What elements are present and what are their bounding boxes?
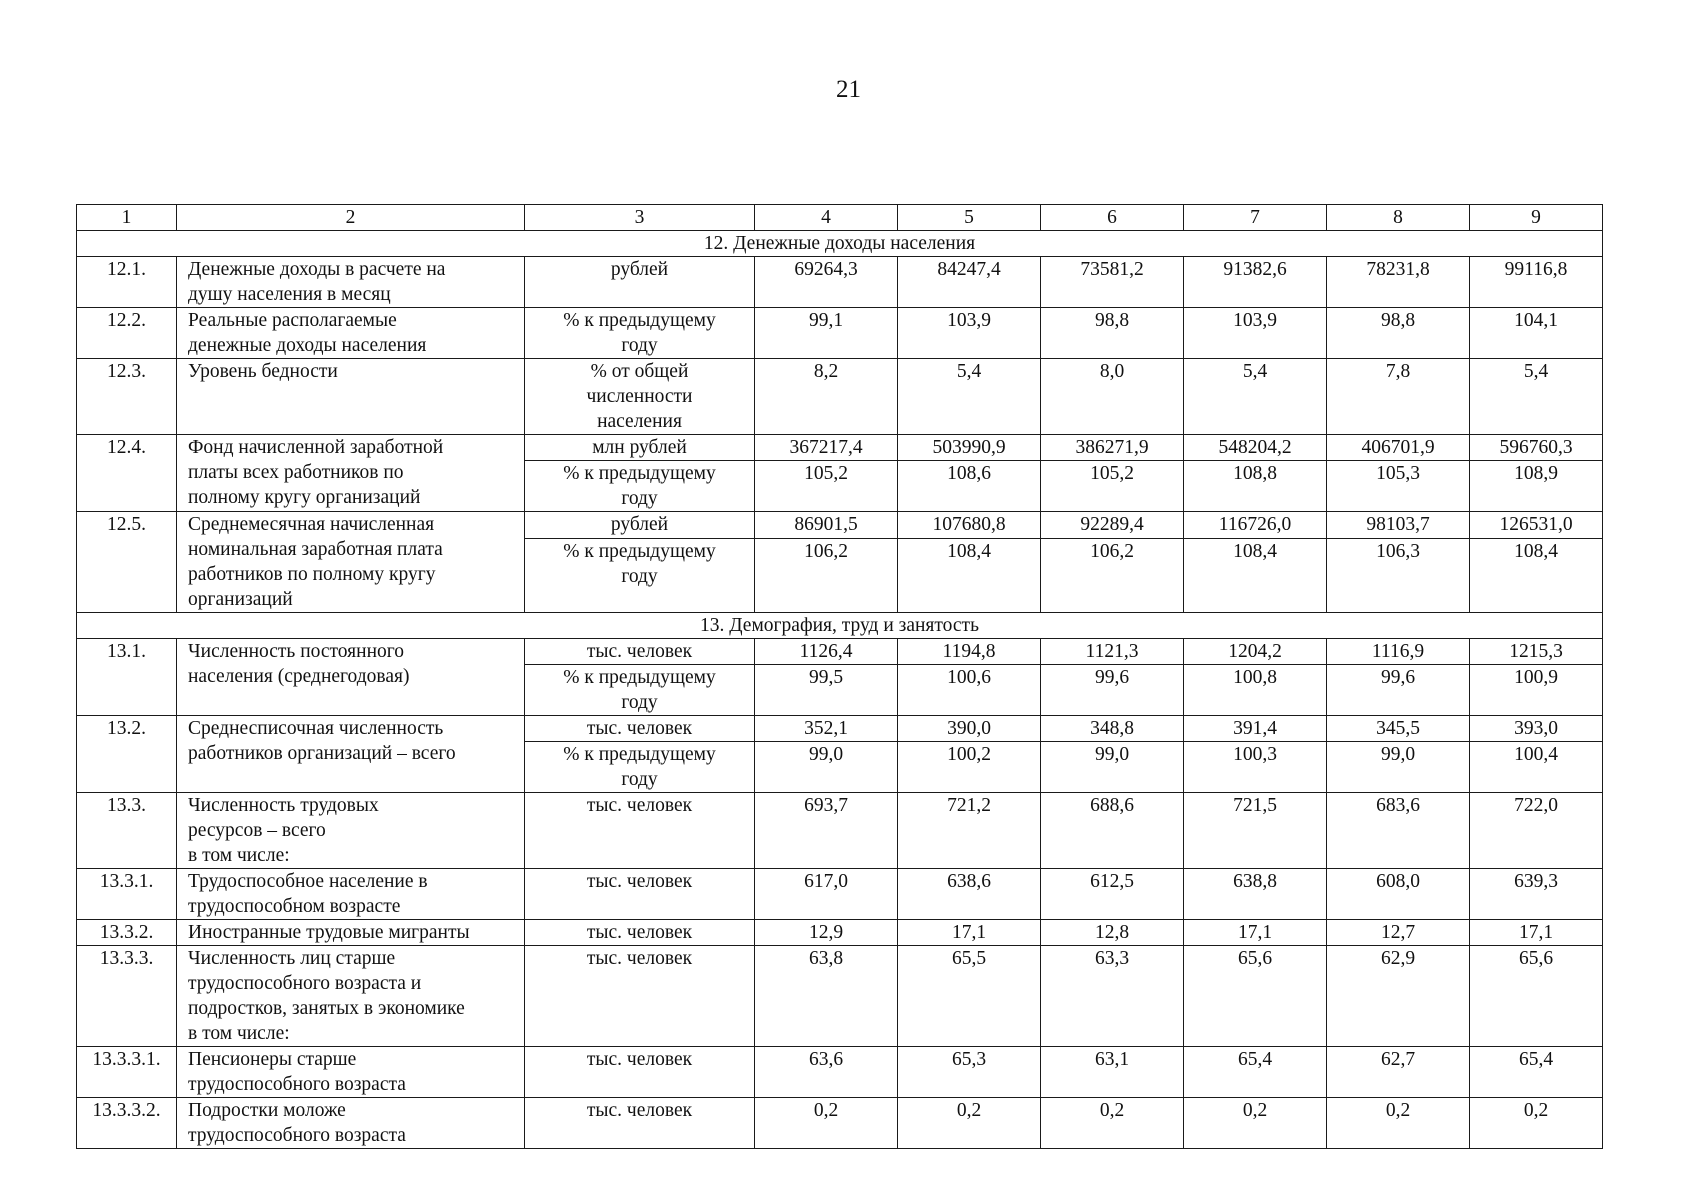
header-cell-5: 5 — [898, 205, 1041, 231]
row-unit — [525, 359, 755, 435]
cell-line: % к предыдущему — [563, 541, 716, 563]
row-name — [177, 716, 525, 793]
row-value-col8: 106,3 — [1327, 539, 1470, 613]
row-code: 13.2. — [77, 716, 177, 793]
row-value-col7: 108,8 — [1184, 461, 1327, 512]
row-value-col6: 98,8 — [1041, 308, 1184, 359]
row-value-col5: 108,4 — [898, 539, 1041, 613]
row-value-col9: 100,9 — [1470, 665, 1603, 716]
table-row — [77, 793, 1603, 869]
row-unit — [525, 1098, 755, 1149]
row-value-col8: 98,8 — [1327, 308, 1470, 359]
row-value-col8: 98103,7 — [1327, 512, 1470, 539]
row-value-col4: 86901,5 — [755, 512, 898, 539]
cell-line: в том числе: — [188, 1023, 290, 1044]
page-number: 21 — [836, 76, 861, 103]
row-value-col7: 0,2 — [1184, 1098, 1327, 1149]
cell-line: Трудоспособное население в — [188, 871, 428, 892]
row-value-col5: 65,5 — [898, 946, 1041, 1047]
cell-line: % к предыдущему — [563, 310, 716, 331]
row-value-col9: 65,6 — [1470, 946, 1603, 1047]
row-code: 13.3.1. — [77, 869, 177, 920]
row-code: 12.3. — [77, 359, 177, 435]
row-value-col5: 0,2 — [898, 1098, 1041, 1149]
row-value-col8: 7,8 — [1327, 359, 1470, 435]
cell-line: году — [621, 769, 658, 790]
row-value-col7: 721,5 — [1184, 793, 1327, 869]
row-unit — [525, 512, 755, 539]
header-cell-1: 1 — [77, 205, 177, 231]
row-value-col9: 104,1 — [1470, 308, 1603, 359]
row-code: 13.3. — [77, 793, 177, 869]
row-code: 13.1. — [77, 639, 177, 716]
cell-line: Численность постоянного — [188, 641, 405, 662]
row-value-col5: 100,2 — [898, 742, 1041, 793]
cell-line: полному кругу организаций — [188, 487, 421, 508]
row-unit — [525, 793, 755, 869]
cell-line: % к предыдущему — [563, 744, 716, 765]
row-value-col9: 17,1 — [1470, 920, 1603, 946]
row-value-col4: 106,2 — [755, 539, 898, 613]
row-value-col6: 348,8 — [1041, 716, 1184, 742]
cell-line: денежные доходы населения — [188, 335, 427, 356]
row-value-col4: 69264,3 — [755, 257, 898, 308]
row-value-col8: 99,0 — [1327, 742, 1470, 793]
row-value-col7: 17,1 — [1184, 920, 1327, 946]
row-value-col5: 638,6 — [898, 869, 1041, 920]
row-value-col5: 84247,4 — [898, 257, 1041, 308]
row-value-col8: 683,6 — [1327, 793, 1470, 869]
row-name — [177, 257, 525, 308]
cell-line: подростков, занятых в экономике — [188, 998, 465, 1019]
table-row — [77, 869, 1603, 920]
header-cell-7: 7 — [1184, 205, 1327, 231]
table-row — [77, 716, 1603, 742]
row-value-col7: 116726,0 — [1184, 512, 1327, 539]
row-name — [177, 435, 525, 512]
section-title: 12. Денежные доходы населения — [77, 231, 1603, 257]
header-cell-2: 2 — [177, 205, 525, 231]
row-value-col4: 99,0 — [755, 742, 898, 793]
cell-line: Среднемесячная начисленная — [188, 514, 435, 535]
row-value-col7: 108,4 — [1184, 539, 1327, 613]
cell-line: тыс. человек — [586, 1100, 693, 1121]
row-value-col9: 0,2 — [1470, 1098, 1603, 1149]
row-value-col7: 1204,2 — [1184, 639, 1327, 665]
section-row — [77, 613, 1603, 639]
row-value-col6: 12,8 — [1041, 920, 1184, 946]
cell-line: тыс. человек — [586, 795, 693, 816]
row-code: 12.2. — [77, 308, 177, 359]
row-value-col7: 65,4 — [1184, 1047, 1327, 1098]
cell-line: году — [621, 488, 658, 509]
row-value-col9: 99116,8 — [1470, 257, 1603, 308]
row-value-col4: 63,6 — [755, 1047, 898, 1098]
cell-line: Реальные располагаемые — [188, 310, 397, 331]
cell-line: году — [621, 335, 658, 356]
cell-line: Денежные доходы в расчете на — [188, 259, 446, 280]
table-row — [77, 639, 1603, 665]
row-name — [177, 793, 525, 869]
row-value-col5: 17,1 — [898, 920, 1041, 946]
row-value-col7: 548204,2 — [1184, 435, 1327, 461]
row-unit — [525, 742, 755, 793]
row-value-col5: 103,9 — [898, 308, 1041, 359]
row-value-col9: 108,4 — [1470, 539, 1603, 613]
row-unit — [525, 869, 755, 920]
table-body — [77, 205, 1603, 1149]
table-row — [77, 435, 1603, 461]
cell-line: работников организаций – всего — [188, 743, 456, 764]
cell-line: численности — [586, 386, 693, 407]
row-code: 13.3.3.2. — [77, 1098, 177, 1149]
row-code: 13.3.3.1. — [77, 1047, 177, 1098]
row-value-col7: 100,3 — [1184, 742, 1327, 793]
row-value-col6: 105,2 — [1041, 461, 1184, 512]
row-value-col5: 1194,8 — [898, 639, 1041, 665]
row-value-col8: 62,9 — [1327, 946, 1470, 1047]
row-value-col9: 100,4 — [1470, 742, 1603, 793]
cell-line: году — [621, 692, 658, 713]
row-value-col9: 393,0 — [1470, 716, 1603, 742]
row-value-col9: 722,0 — [1470, 793, 1603, 869]
row-value-col6: 92289,4 — [1041, 512, 1184, 539]
row-value-col6: 99,6 — [1041, 665, 1184, 716]
row-code: 12.4. — [77, 435, 177, 512]
row-name — [177, 920, 525, 946]
row-value-col5: 107680,8 — [898, 512, 1041, 539]
row-value-col9: 108,9 — [1470, 461, 1603, 512]
header-row — [77, 205, 1603, 231]
section-row — [77, 231, 1603, 257]
row-value-col5: 100,6 — [898, 665, 1041, 716]
row-value-col8: 99,6 — [1327, 665, 1470, 716]
cell-line: номинальная заработная плата — [188, 539, 443, 560]
row-name — [177, 512, 525, 613]
row-value-col4: 0,2 — [755, 1098, 898, 1149]
row-name — [177, 1098, 525, 1149]
row-name — [177, 1047, 525, 1098]
row-value-col8: 12,7 — [1327, 920, 1470, 946]
row-code: 13.3.2. — [77, 920, 177, 946]
cell-line: тыс. человек — [586, 871, 693, 892]
row-code: 12.5. — [77, 512, 177, 613]
row-value-col8: 1116,9 — [1327, 639, 1470, 665]
row-value-col6: 63,1 — [1041, 1047, 1184, 1098]
row-unit — [525, 308, 755, 359]
row-value-col5: 721,2 — [898, 793, 1041, 869]
cell-line: трудоспособного возраста — [188, 1125, 406, 1146]
indicator-table-wrapper — [76, 204, 1603, 1149]
row-value-col6: 99,0 — [1041, 742, 1184, 793]
row-value-col9: 5,4 — [1470, 359, 1603, 435]
row-value-col7: 103,9 — [1184, 308, 1327, 359]
cell-line: трудоспособном возрасте — [188, 896, 401, 917]
cell-line: Пенсионеры старше — [188, 1049, 357, 1070]
row-value-col8: 406701,9 — [1327, 435, 1470, 461]
row-name — [177, 308, 525, 359]
row-value-col4: 12,9 — [755, 920, 898, 946]
cell-line: трудоспособного возраста — [188, 1074, 406, 1095]
cell-line: тыс. человек — [586, 948, 693, 969]
cell-line: Численность лиц старше — [188, 948, 396, 969]
row-value-col4: 693,7 — [755, 793, 898, 869]
cell-line: работников по полному кругу — [188, 564, 436, 585]
table-row — [77, 920, 1603, 946]
cell-line: рублей — [610, 259, 669, 280]
row-name — [177, 359, 525, 435]
row-name — [177, 869, 525, 920]
header-cell-9: 9 — [1470, 205, 1603, 231]
row-unit — [525, 435, 755, 461]
row-value-col7: 391,4 — [1184, 716, 1327, 742]
row-unit — [525, 665, 755, 716]
row-value-col7: 638,8 — [1184, 869, 1327, 920]
row-value-col9: 596760,3 — [1470, 435, 1603, 461]
row-code: 13.3.3. — [77, 946, 177, 1047]
header-cell-8: 8 — [1327, 205, 1470, 231]
cell-line: млн рублей — [592, 437, 687, 458]
row-value-col4: 63,8 — [755, 946, 898, 1047]
cell-line: рублей — [610, 514, 669, 535]
row-value-col5: 65,3 — [898, 1047, 1041, 1098]
cell-line: в том числе: — [188, 845, 290, 866]
row-value-col4: 99,1 — [755, 308, 898, 359]
row-name — [177, 639, 525, 716]
row-value-col5: 5,4 — [898, 359, 1041, 435]
row-value-col8: 105,3 — [1327, 461, 1470, 512]
cell-line: тыс. человек — [586, 641, 693, 662]
row-unit — [525, 639, 755, 665]
row-value-col7: 91382,6 — [1184, 257, 1327, 308]
row-value-col9: 1215,3 — [1470, 639, 1603, 665]
cell-line: трудоспособного возраста и — [188, 973, 422, 994]
row-value-col8: 78231,8 — [1327, 257, 1470, 308]
row-code: 12.1. — [77, 257, 177, 308]
row-value-col7: 5,4 — [1184, 359, 1327, 435]
cell-line: населения — [597, 411, 682, 432]
table-row — [77, 359, 1603, 435]
row-unit — [525, 539, 755, 613]
row-unit — [525, 946, 755, 1047]
row-value-col6: 106,2 — [1041, 539, 1184, 613]
row-value-col7: 100,8 — [1184, 665, 1327, 716]
row-value-col5: 390,0 — [898, 716, 1041, 742]
row-value-col6: 73581,2 — [1041, 257, 1184, 308]
table-row — [77, 1047, 1603, 1098]
table-row — [77, 946, 1603, 1047]
row-value-col7: 65,6 — [1184, 946, 1327, 1047]
row-value-col6: 1121,3 — [1041, 639, 1184, 665]
row-value-col6: 0,2 — [1041, 1098, 1184, 1149]
cell-line: Фонд начисленной заработной — [188, 437, 444, 458]
cell-line: душу населения в месяц — [188, 284, 391, 305]
row-value-col4: 352,1 — [755, 716, 898, 742]
row-value-col4: 1126,4 — [755, 639, 898, 665]
indicator-table — [76, 204, 1603, 1149]
row-value-col8: 62,7 — [1327, 1047, 1470, 1098]
header-cell-6: 6 — [1041, 205, 1184, 231]
row-value-col6: 8,0 — [1041, 359, 1184, 435]
row-unit — [525, 920, 755, 946]
row-value-col4: 8,2 — [755, 359, 898, 435]
header-cell-3: 3 — [525, 205, 755, 231]
cell-line: Среднесписочная численность — [188, 718, 444, 739]
row-value-col8: 345,5 — [1327, 716, 1470, 742]
row-value-col4: 105,2 — [755, 461, 898, 512]
table-row — [77, 308, 1603, 359]
cell-line: Подростки моложе — [188, 1100, 346, 1121]
row-value-col6: 386271,9 — [1041, 435, 1184, 461]
cell-line: Иностранные трудовые мигранты — [188, 922, 470, 943]
cell-line: населения (среднегодовая) — [188, 666, 410, 687]
row-unit — [525, 257, 755, 308]
cell-line: Уровень бедности — [188, 361, 338, 382]
row-value-col4: 617,0 — [755, 869, 898, 920]
cell-line: Численность трудовых — [188, 795, 379, 816]
table-row — [77, 257, 1603, 308]
cell-line: % к предыдущему — [563, 667, 716, 688]
row-unit — [525, 1047, 755, 1098]
cell-line: тыс. человек — [586, 1049, 693, 1070]
row-value-col5: 108,6 — [898, 461, 1041, 512]
row-unit — [525, 461, 755, 512]
row-value-col8: 608,0 — [1327, 869, 1470, 920]
table-row — [77, 1098, 1603, 1149]
cell-line: организаций — [188, 589, 293, 610]
cell-line: % к предыдущему — [563, 463, 716, 484]
row-value-col8: 0,2 — [1327, 1098, 1470, 1149]
row-value-col5: 503990,9 — [898, 435, 1041, 461]
cell-line: тыс. человек — [586, 718, 693, 739]
cell-line: % от общей — [590, 361, 689, 382]
row-unit — [525, 716, 755, 742]
row-value-col6: 63,3 — [1041, 946, 1184, 1047]
row-value-col6: 612,5 — [1041, 869, 1184, 920]
cell-line: платы всех работников по — [188, 462, 404, 483]
row-name — [177, 946, 525, 1047]
row-value-col9: 126531,0 — [1470, 512, 1603, 539]
row-value-col9: 639,3 — [1470, 869, 1603, 920]
section-title: 13. Демография, труд и занятость — [77, 613, 1603, 639]
row-value-col9: 65,4 — [1470, 1047, 1603, 1098]
row-value-col4: 367217,4 — [755, 435, 898, 461]
row-value-col6: 688,6 — [1041, 793, 1184, 869]
table-row — [77, 512, 1603, 539]
row-value-col4: 99,5 — [755, 665, 898, 716]
cell-line: тыс. человек — [586, 922, 693, 943]
cell-line: ресурсов – всего — [188, 820, 326, 841]
cell-line: году — [621, 566, 658, 588]
header-cell-4: 4 — [755, 205, 898, 231]
